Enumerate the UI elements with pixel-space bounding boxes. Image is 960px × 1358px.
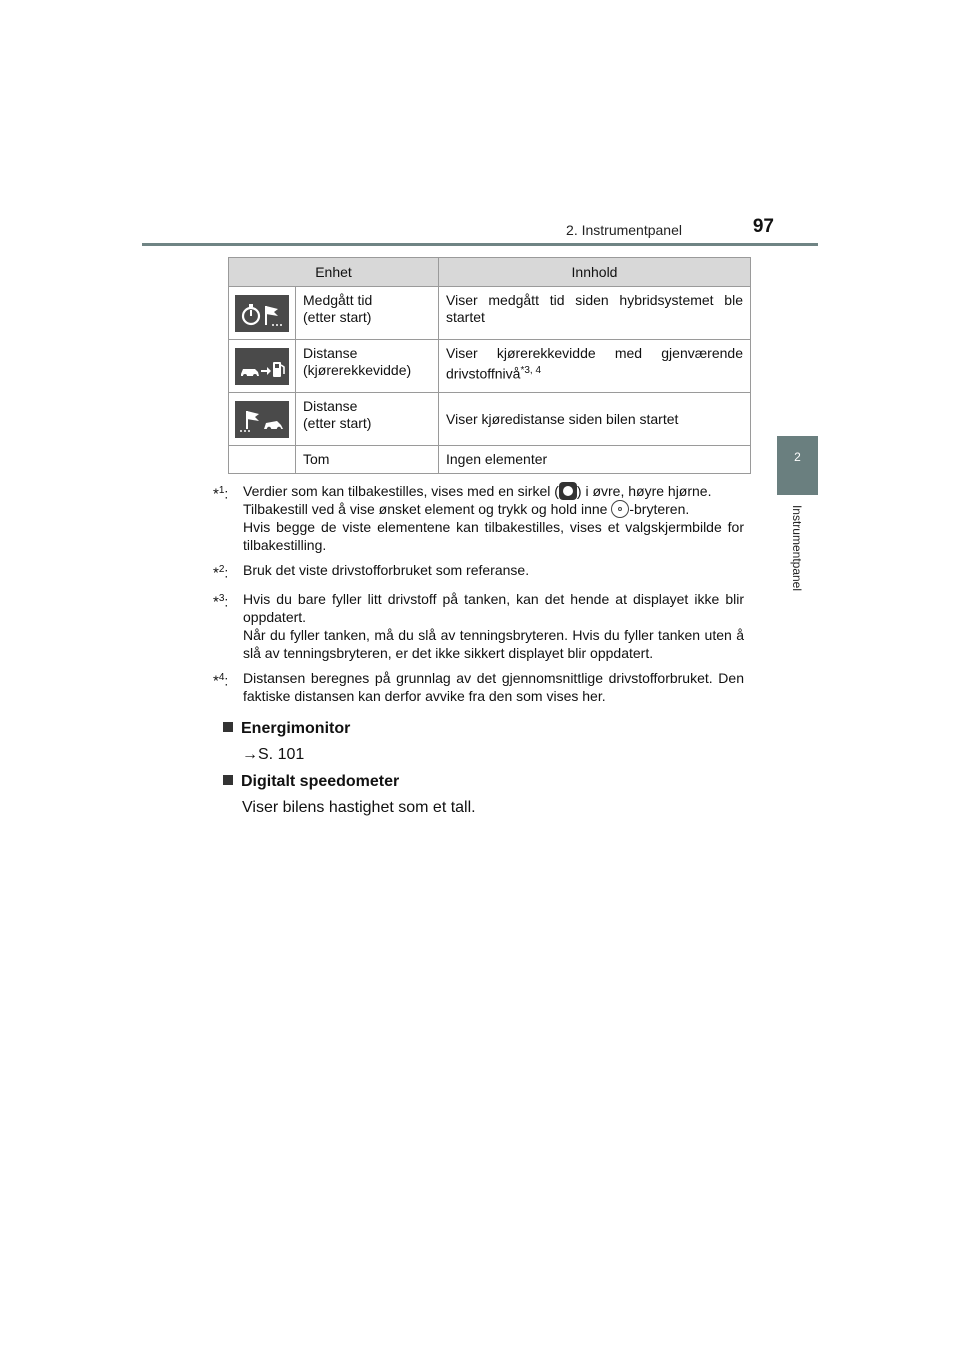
footnote-text: Verdier som kan tilbakestilles, vises med en sirkel ( xyxy=(243,483,559,499)
section-heading-energimonitor: Energimonitor xyxy=(223,720,350,738)
bullet-square-icon xyxy=(223,775,233,785)
chapter-side-tab xyxy=(777,436,818,495)
footnote-text: Tilbakestill ved å vise ønsket element og trykk og hold inne xyxy=(243,501,612,517)
col-header-innhold: Innhold xyxy=(439,258,751,287)
page-number: 97 xyxy=(752,216,774,237)
table-row xyxy=(229,340,751,393)
col-header-enhet: Enhet xyxy=(229,258,439,287)
table-row xyxy=(229,446,751,474)
table-cell-item: Distanse (etter start) xyxy=(296,393,439,446)
reset-circle-icon xyxy=(559,482,577,500)
footnote-4: *$^4$: Distansen beregnes på grunnlag av det gjennomsnittlige drivstofforbruket. Den faktiske distansen kan derfor avvike fra den som vises her. xyxy=(213,669,744,704)
content-text: Viser kjørerekkevidde med gjenværende drivstoffnivå xyxy=(446,345,743,382)
footnote-text: Hvis du bare fyller litt drivstoff på tanken, kan det hende at displayet ikke blir oppdatert. xyxy=(243,590,744,625)
footnote-text: Bruk det viste drivstofforbruket som referanse. xyxy=(243,562,530,578)
footnote-ref: *3, 4 xyxy=(520,365,542,376)
flag-car-icon xyxy=(235,401,289,438)
chapter-tab-number: 2 xyxy=(794,450,801,464)
footnotes xyxy=(213,482,744,712)
footnote-text: Distansen beregnes på grunnlag av det gjennomsnittlige drivstofforbruket. Den faktiske distansen kan derfor avvike fra den som vises her. xyxy=(243,669,744,704)
page-header-title: 2. Instrumentpanel xyxy=(566,222,682,238)
table-cell-content: Viser medgått tid siden hybridsystemet ble startet xyxy=(439,287,751,340)
table-cell-content: Ingen elementer xyxy=(439,446,751,474)
footnote-1: *$^1$: Verdier som kan tilbakestilles, vises med en sirkel ( ) i øvre, høyre hjørne. Tilbakestill ved å vise ønsket element og trykk og hold inne -bryteren. Hvis begge de viste elementene kan tilbakestilles, vises et valgskjermbilde for tilbakestilling. xyxy=(213,483,744,553)
car-fuel-pump-icon xyxy=(235,348,289,385)
table-cell-item: Medgått tid (etter start) xyxy=(296,287,439,340)
table-cell-content xyxy=(439,340,751,393)
section-heading-digitalt-speedometer: Digitalt speedometer xyxy=(223,773,399,791)
table-cell-item: Tom xyxy=(296,446,439,474)
chapter-side-label: Instrumentpanel xyxy=(790,504,804,592)
footnote-text: Når du fyller tanken, må du slå av tenningsbryteren. Hvis du fyller tanken uten å slå av tenningsbryteren, er det ikke sikkert displayet blir oppdatert. xyxy=(243,626,744,661)
section-body-link[interactable]: →S. 101 xyxy=(242,746,305,763)
table-row xyxy=(229,287,751,340)
footnote-mark: 1 xyxy=(218,485,225,496)
footnote-text: Hvis begge de viste elementene kan tilbakestilles, vises et valgskjermbilde for tilbakestilling. xyxy=(243,519,744,553)
section-body-text: Viser bilens hastighet som et tall. xyxy=(242,799,476,816)
table-cell-content: Viser kjøredistanse siden bilen startet xyxy=(439,393,751,446)
table-row xyxy=(229,393,751,446)
bullet-square-icon xyxy=(223,722,233,732)
header-rule xyxy=(142,243,818,246)
footnote-3: *$^3$: Hvis du bare fyller litt drivstoff på tanken, kan det hende at displayet ikke blir oppdatert. Når du fyller tanken, må du slå av tenningsbryteren. Hvis du fyller tanken uten å slå av tenningsbryteren, er det ikke sikkert displayet blir oppdatert. xyxy=(213,590,744,661)
switch-button-icon xyxy=(611,500,629,518)
stopwatch-flag-icon xyxy=(235,295,289,332)
footnote-mark: 2 xyxy=(218,564,225,575)
footnote-text: ) i øvre, høyre hjørne. xyxy=(576,483,712,499)
footnote-text: -bryteren. xyxy=(629,501,690,517)
table-header-row xyxy=(229,258,751,287)
footnote-mark: 3 xyxy=(218,592,225,604)
info-table xyxy=(228,257,751,474)
footnote-2: *$^2$: Bruk det viste drivstofforbruket som referanse. xyxy=(213,561,744,583)
table-cell-item: Distanse (kjørerekkevidde) xyxy=(296,340,439,393)
footnote-mark: 4 xyxy=(218,671,225,683)
